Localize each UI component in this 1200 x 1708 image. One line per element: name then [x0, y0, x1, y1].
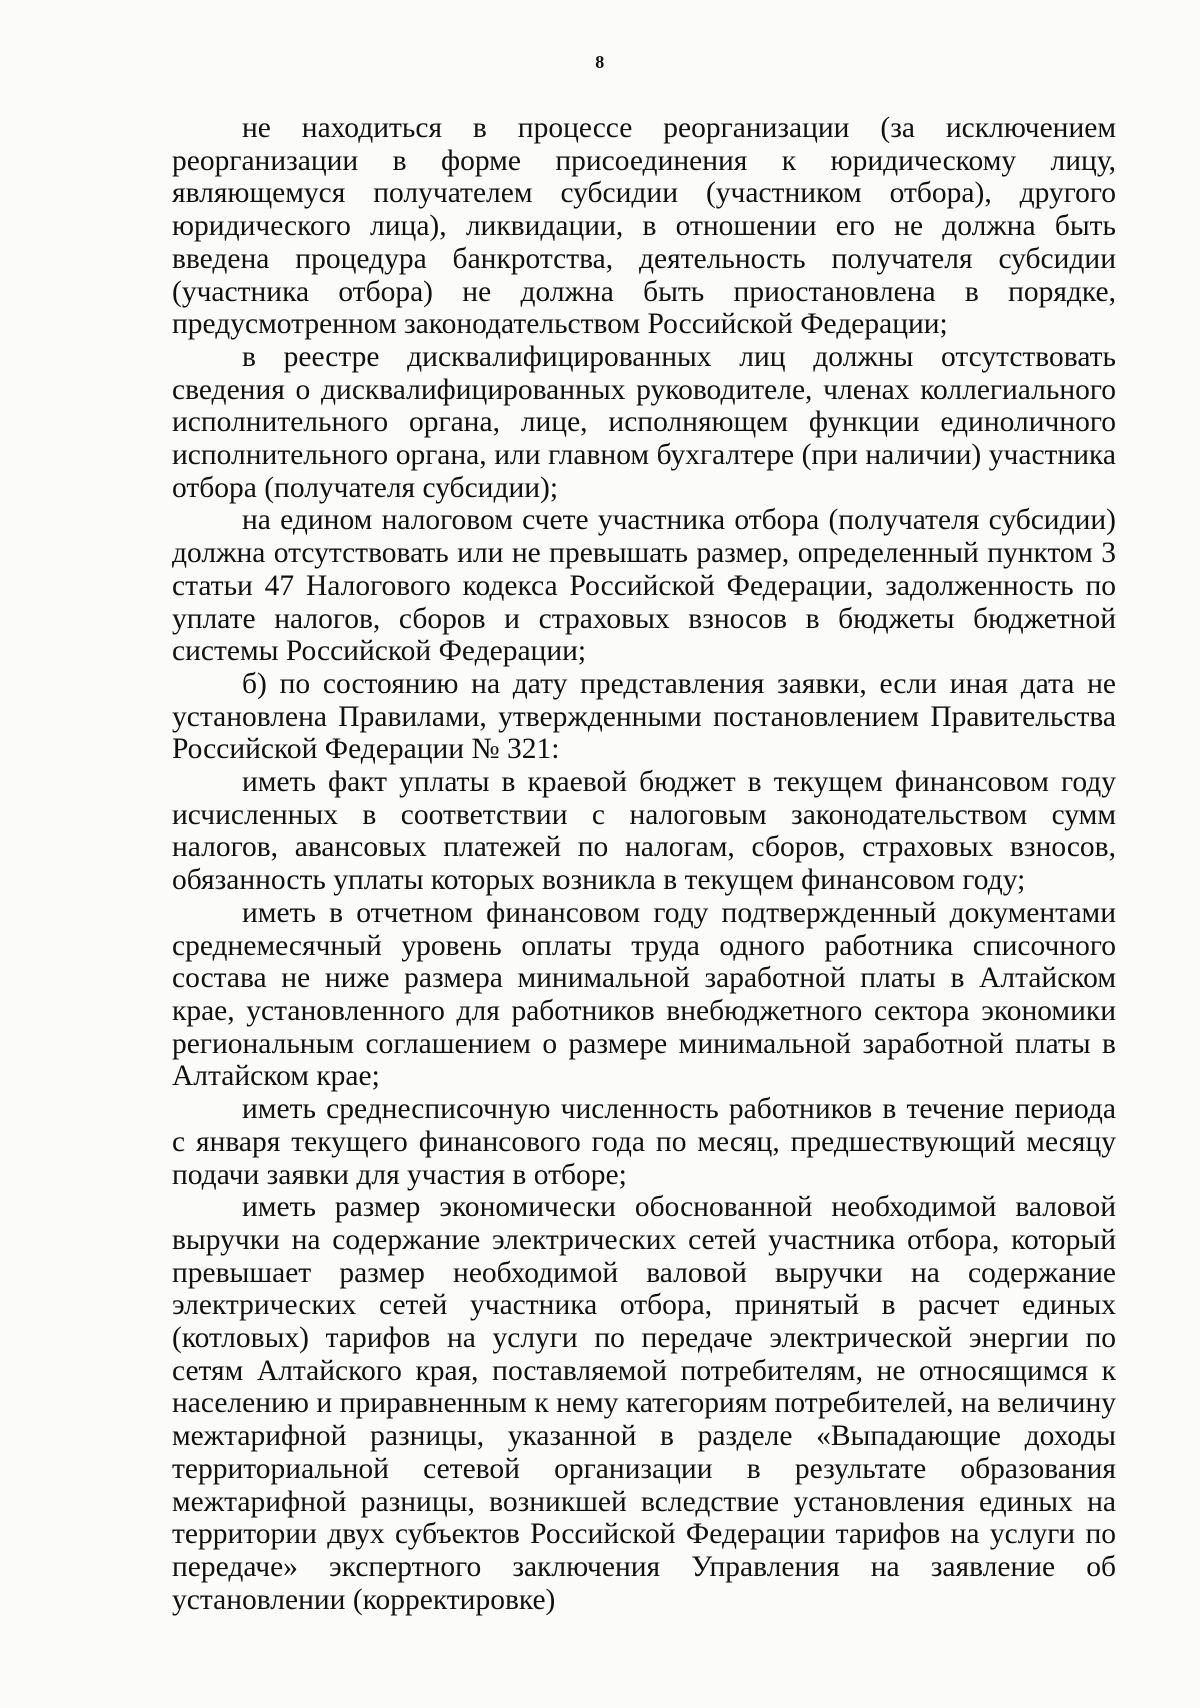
paragraph-gross-revenue: иметь размер экономически обоснованной необходимой валовой выручки на содержание электрических сетей участника отбора, который превышает размер необходимой валовой выручки на содержание электрических сетей участника отбора, принятый в расчет единых (котловых) тарифов на услуги по передаче электрической энергии по сетям Алтайского края, поставляемой потребителям, не относящимся к населению и приравненным к нему категориям потребителей, на величину межтарифной разницы, указанной в разделе «Выпадающие доходы территориальной сетевой организации в результате образования межтарифной разницы, возникшей вследствие установления единых на территории двух субъектов Российской Федерации тарифов на услуги по передаче» экспертного заключения Управления на заявление об установлении (корректировке) — [172, 1191, 1116, 1616]
paragraph-reorganization: не находиться в процессе реорганизации (за исключением реорганизации в форме присоединения к юридическому лицу, являющемуся получателем субсидии (участником отбора), другого юридического лица), ликвидации, в отношении его не должна быть введена процедура банкротства, деятельность получателя субсидии (участника отбора) не должна быть приостановлена в порядке, предусмотренном законодательством Российской Федерации; — [172, 112, 1116, 341]
paragraph-wages: иметь в отчетном финансовом году подтвержденный документами среднемесячный уровень оплаты труда одного работника списочного состава не ниже размера минимальной заработной платы в Алтайском крае, установленного для работников внебюджетного сектора экономики региональным соглашением о размере минимальной заработной платы в Алтайском крае; — [172, 896, 1116, 1093]
paragraph-headcount: иметь среднесписочную численность работников в течение периода с января текущего финансового года по месяц, предшествующий месяцу подачи заявки для участия в отборе; — [172, 1093, 1116, 1191]
paragraph-tax-payment: иметь факт уплаты в краевой бюджет в текущем финансовом году исчисленных в соответствии с налоговым законодательством сумм налогов, авансовых платежей по налогам, сборов, страховых взносов, обязанность уплаты которых возникла в текущем финансовом году; — [172, 766, 1116, 897]
page-number: 8 — [595, 52, 605, 72]
paragraph-tax-account: на едином налоговом счете участника отбора (получателя субсидии) должна отсутствовать или не превышать размер, определенный пунктом 3 статьи 47 Налогового кодекса Российской Федерации, задолженность по уплате налогов, сборов и страховых взносов в бюджеты бюджетной системы Российской Федерации; — [172, 504, 1116, 668]
paragraph-disqualified-registry: в реестре дисквалифицированных лиц должны отсутствовать сведения о дисквалифицированных руководителе, членах коллегиального исполнительного органа, лице, исполняющем функции единоличного исполнительного органа, или главном бухгалтере (при наличии) участника отбора (получателя субсидии); — [172, 340, 1116, 504]
document-body — [172, 112, 1116, 1616]
paragraph-application-date: б) по состоянию на дату представления заявки, если иная дата не установлена Правилами, утвержденными постановлением Правительства Российской Федерации № 321: — [172, 667, 1116, 766]
